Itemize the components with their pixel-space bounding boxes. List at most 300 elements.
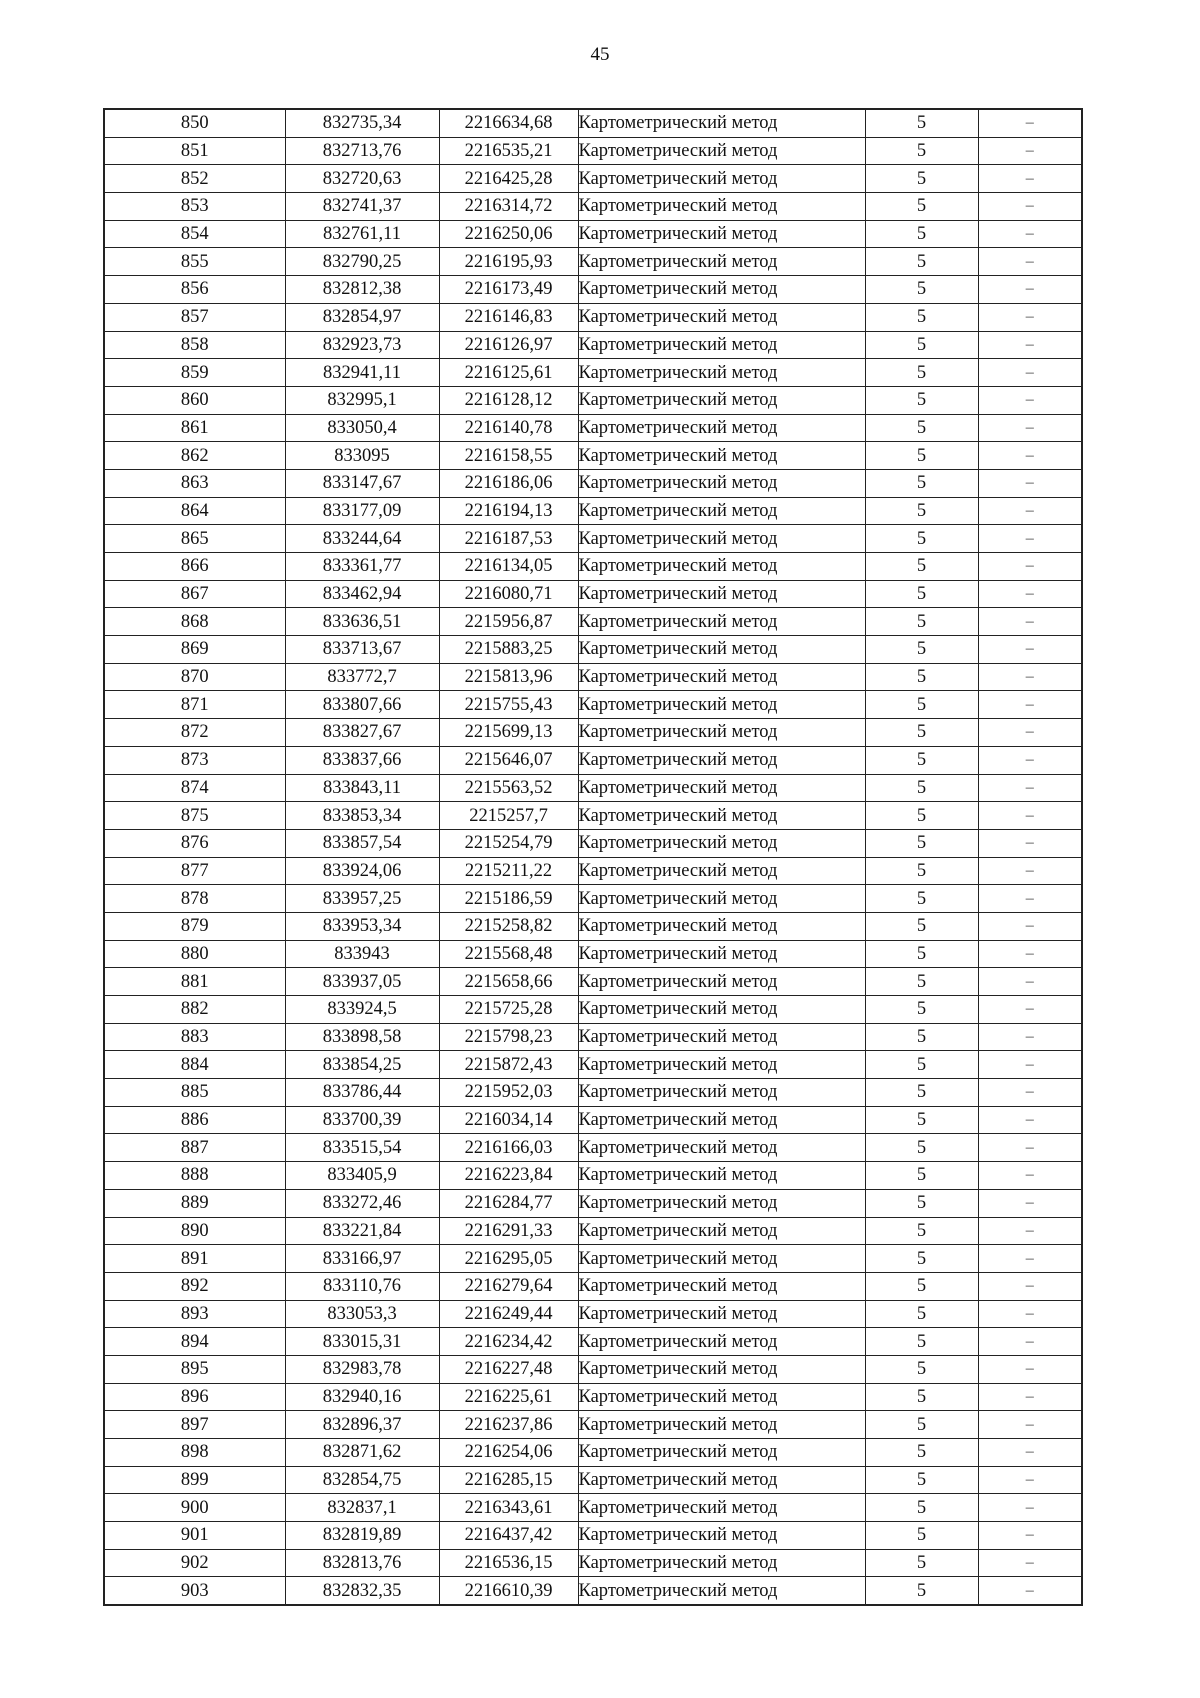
y-coordinate-cell: 2216279,64 [439, 1272, 578, 1300]
point-number-cell: 892 [104, 1272, 285, 1300]
description-cell: – [978, 525, 1082, 553]
y-coordinate-cell: 2215813,96 [439, 663, 578, 691]
description-cell: – [978, 1355, 1082, 1383]
method-cell: Картометрический метод [578, 497, 865, 525]
x-coordinate-cell: 833853,34 [285, 802, 439, 830]
method-cell: Картометрический метод [578, 912, 865, 940]
accuracy-cell: 5 [865, 1494, 978, 1522]
table-row [104, 1328, 1082, 1356]
method-cell: Картометрический метод [578, 1245, 865, 1273]
accuracy-cell: 5 [865, 1106, 978, 1134]
description-cell: – [978, 774, 1082, 802]
method-cell: Картометрический метод [578, 774, 865, 802]
point-number-cell: 885 [104, 1079, 285, 1107]
description-cell: – [978, 691, 1082, 719]
table-row [104, 359, 1082, 387]
y-coordinate-cell: 2216425,28 [439, 165, 578, 193]
accuracy-cell: 5 [865, 1355, 978, 1383]
accuracy-cell: 5 [865, 1245, 978, 1273]
accuracy-cell: 5 [865, 553, 978, 581]
table-row [104, 1162, 1082, 1190]
y-coordinate-cell: 2216140,78 [439, 414, 578, 442]
point-number-cell: 873 [104, 746, 285, 774]
x-coordinate-cell: 833807,66 [285, 691, 439, 719]
table-row [104, 746, 1082, 774]
table-row [104, 1272, 1082, 1300]
table-row [104, 1023, 1082, 1051]
table-row [104, 774, 1082, 802]
point-number-cell: 866 [104, 553, 285, 581]
accuracy-cell: 5 [865, 1439, 978, 1467]
accuracy-cell: 5 [865, 1189, 978, 1217]
description-cell: – [978, 469, 1082, 497]
description-cell: – [978, 719, 1082, 747]
description-cell: – [978, 968, 1082, 996]
table-row [104, 165, 1082, 193]
y-coordinate-cell: 2215258,82 [439, 912, 578, 940]
point-number-cell: 856 [104, 276, 285, 304]
y-coordinate-cell: 2216249,44 [439, 1300, 578, 1328]
y-coordinate-cell: 2216125,61 [439, 359, 578, 387]
point-number-cell: 867 [104, 580, 285, 608]
y-coordinate-cell: 2216173,49 [439, 276, 578, 304]
table-row [104, 719, 1082, 747]
accuracy-cell: 5 [865, 636, 978, 664]
table-row [104, 276, 1082, 304]
table-row [104, 193, 1082, 221]
method-cell: Картометрический метод [578, 1051, 865, 1079]
description-cell: – [978, 636, 1082, 664]
point-number-cell: 899 [104, 1466, 285, 1494]
point-number-cell: 870 [104, 663, 285, 691]
method-cell: Картометрический метод [578, 1411, 865, 1439]
x-coordinate-cell: 833786,44 [285, 1079, 439, 1107]
method-cell: Картометрический метод [578, 1189, 865, 1217]
method-cell: Картометрический метод [578, 331, 865, 359]
accuracy-cell: 5 [865, 1300, 978, 1328]
accuracy-cell: 5 [865, 1577, 978, 1605]
method-cell: Картометрический метод [578, 885, 865, 913]
accuracy-cell: 5 [865, 414, 978, 442]
x-coordinate-cell: 833272,46 [285, 1189, 439, 1217]
point-number-cell: 853 [104, 193, 285, 221]
y-coordinate-cell: 2216343,61 [439, 1494, 578, 1522]
accuracy-cell: 5 [865, 1328, 978, 1356]
table-row [104, 137, 1082, 165]
description-cell: – [978, 248, 1082, 276]
point-number-cell: 875 [104, 802, 285, 830]
accuracy-cell: 5 [865, 442, 978, 470]
table-row [104, 1383, 1082, 1411]
method-cell: Картометрический метод [578, 469, 865, 497]
x-coordinate-cell: 832790,25 [285, 248, 439, 276]
table-row [104, 331, 1082, 359]
method-cell: Картометрический метод [578, 193, 865, 221]
table-row [104, 663, 1082, 691]
point-number-cell: 861 [104, 414, 285, 442]
point-number-cell: 890 [104, 1217, 285, 1245]
y-coordinate-cell: 2216195,93 [439, 248, 578, 276]
point-number-cell: 891 [104, 1245, 285, 1273]
table-row [104, 912, 1082, 940]
y-coordinate-cell: 2216034,14 [439, 1106, 578, 1134]
point-number-cell: 893 [104, 1300, 285, 1328]
description-cell: – [978, 276, 1082, 304]
x-coordinate-cell: 833827,67 [285, 719, 439, 747]
description-cell: – [978, 829, 1082, 857]
point-number-cell: 882 [104, 996, 285, 1024]
x-coordinate-cell: 833244,64 [285, 525, 439, 553]
accuracy-cell: 5 [865, 885, 978, 913]
x-coordinate-cell: 833177,09 [285, 497, 439, 525]
point-number-cell: 852 [104, 165, 285, 193]
description-cell: – [978, 331, 1082, 359]
accuracy-cell: 5 [865, 1079, 978, 1107]
accuracy-cell: 5 [865, 1522, 978, 1550]
description-cell: – [978, 1466, 1082, 1494]
y-coordinate-cell: 2216610,39 [439, 1577, 578, 1605]
point-number-cell: 888 [104, 1162, 285, 1190]
description-cell: – [978, 1217, 1082, 1245]
description-cell: – [978, 386, 1082, 414]
point-number-cell: 859 [104, 359, 285, 387]
method-cell: Картометрический метод [578, 1134, 865, 1162]
method-cell: Картометрический метод [578, 1079, 865, 1107]
method-cell: Картометрический метод [578, 719, 865, 747]
y-coordinate-cell: 2215872,43 [439, 1051, 578, 1079]
method-cell: Картометрический метод [578, 580, 865, 608]
accuracy-cell: 5 [865, 774, 978, 802]
description-cell: – [978, 1577, 1082, 1605]
table-row [104, 442, 1082, 470]
method-cell: Картометрический метод [578, 1466, 865, 1494]
accuracy-cell: 5 [865, 996, 978, 1024]
y-coordinate-cell: 2216187,53 [439, 525, 578, 553]
x-coordinate-cell: 833943 [285, 940, 439, 968]
accuracy-cell: 5 [865, 1162, 978, 1190]
table-row [104, 1189, 1082, 1217]
table-row [104, 109, 1082, 137]
x-coordinate-cell: 832995,1 [285, 386, 439, 414]
y-coordinate-cell: 2216291,33 [439, 1217, 578, 1245]
point-number-cell: 850 [104, 109, 285, 137]
table-row [104, 829, 1082, 857]
table-row [104, 1134, 1082, 1162]
x-coordinate-cell: 833898,58 [285, 1023, 439, 1051]
method-cell: Картометрический метод [578, 691, 865, 719]
y-coordinate-cell: 2215798,23 [439, 1023, 578, 1051]
description-cell: – [978, 1411, 1082, 1439]
method-cell: Картометрический метод [578, 1300, 865, 1328]
y-coordinate-cell: 2216250,06 [439, 220, 578, 248]
accuracy-cell: 5 [865, 303, 978, 331]
point-number-cell: 884 [104, 1051, 285, 1079]
point-number-cell: 862 [104, 442, 285, 470]
table-row [104, 553, 1082, 581]
description-cell: – [978, 442, 1082, 470]
x-coordinate-cell: 833700,39 [285, 1106, 439, 1134]
x-coordinate-cell: 832735,34 [285, 109, 439, 137]
accuracy-cell: 5 [865, 940, 978, 968]
table-row [104, 608, 1082, 636]
y-coordinate-cell: 2216227,48 [439, 1355, 578, 1383]
y-coordinate-cell: 2216166,03 [439, 1134, 578, 1162]
method-cell: Картометрический метод [578, 1217, 865, 1245]
description-cell: – [978, 1549, 1082, 1577]
accuracy-cell: 5 [865, 829, 978, 857]
method-cell: Картометрический метод [578, 1106, 865, 1134]
accuracy-cell: 5 [865, 386, 978, 414]
x-coordinate-cell: 833405,9 [285, 1162, 439, 1190]
accuracy-cell: 5 [865, 912, 978, 940]
description-cell: – [978, 1328, 1082, 1356]
y-coordinate-cell: 2215952,03 [439, 1079, 578, 1107]
description-cell: – [978, 193, 1082, 221]
description-cell: – [978, 414, 1082, 442]
description-cell: – [978, 857, 1082, 885]
accuracy-cell: 5 [865, 719, 978, 747]
accuracy-cell: 5 [865, 968, 978, 996]
accuracy-cell: 5 [865, 1217, 978, 1245]
point-number-cell: 855 [104, 248, 285, 276]
description-cell: – [978, 1439, 1082, 1467]
point-number-cell: 878 [104, 885, 285, 913]
method-cell: Картометрический метод [578, 165, 865, 193]
description-cell: – [978, 1134, 1082, 1162]
accuracy-cell: 5 [865, 525, 978, 553]
x-coordinate-cell: 833015,31 [285, 1328, 439, 1356]
x-coordinate-cell: 832819,89 [285, 1522, 439, 1550]
description-cell: – [978, 497, 1082, 525]
method-cell: Картометрический метод [578, 940, 865, 968]
accuracy-cell: 5 [865, 1023, 978, 1051]
table-row [104, 220, 1082, 248]
accuracy-cell: 5 [865, 857, 978, 885]
accuracy-cell: 5 [865, 276, 978, 304]
method-cell: Картометрический метод [578, 608, 865, 636]
description-cell: – [978, 303, 1082, 331]
x-coordinate-cell: 832720,63 [285, 165, 439, 193]
point-number-cell: 895 [104, 1355, 285, 1383]
x-coordinate-cell: 832832,35 [285, 1577, 439, 1605]
point-number-cell: 860 [104, 386, 285, 414]
accuracy-cell: 5 [865, 109, 978, 137]
method-cell: Картометрический метод [578, 359, 865, 387]
method-cell: Картометрический метод [578, 1383, 865, 1411]
table-row [104, 1577, 1082, 1605]
method-cell: Картометрический метод [578, 636, 865, 664]
x-coordinate-cell: 833462,94 [285, 580, 439, 608]
y-coordinate-cell: 2215257,7 [439, 802, 578, 830]
page-number: 45 [590, 44, 610, 65]
method-cell: Картометрический метод [578, 1549, 865, 1577]
y-coordinate-cell: 2216284,77 [439, 1189, 578, 1217]
accuracy-cell: 5 [865, 1466, 978, 1494]
method-cell: Картометрический метод [578, 303, 865, 331]
table-row [104, 1355, 1082, 1383]
table-row [104, 1549, 1082, 1577]
accuracy-cell: 5 [865, 137, 978, 165]
accuracy-cell: 5 [865, 663, 978, 691]
y-coordinate-cell: 2216437,42 [439, 1522, 578, 1550]
description-cell: – [978, 137, 1082, 165]
point-number-cell: 874 [104, 774, 285, 802]
accuracy-cell: 5 [865, 1272, 978, 1300]
method-cell: Картометрический метод [578, 1023, 865, 1051]
x-coordinate-cell: 833937,05 [285, 968, 439, 996]
point-number-cell: 871 [104, 691, 285, 719]
accuracy-cell: 5 [865, 802, 978, 830]
x-coordinate-cell: 832940,16 [285, 1383, 439, 1411]
point-number-cell: 879 [104, 912, 285, 940]
y-coordinate-cell: 2215646,07 [439, 746, 578, 774]
x-coordinate-cell: 833110,76 [285, 1272, 439, 1300]
y-coordinate-cell: 2215186,59 [439, 885, 578, 913]
x-coordinate-cell: 832854,75 [285, 1466, 439, 1494]
description-cell: – [978, 885, 1082, 913]
table-row [104, 469, 1082, 497]
accuracy-cell: 5 [865, 165, 978, 193]
method-cell: Картометрический метод [578, 220, 865, 248]
point-number-cell: 857 [104, 303, 285, 331]
table-row [104, 691, 1082, 719]
description-cell: – [978, 220, 1082, 248]
x-coordinate-cell: 833924,5 [285, 996, 439, 1024]
table-row [104, 1217, 1082, 1245]
accuracy-cell: 5 [865, 248, 978, 276]
description-cell: – [978, 1162, 1082, 1190]
method-cell: Картометрический метод [578, 386, 865, 414]
x-coordinate-cell: 832761,11 [285, 220, 439, 248]
description-cell: – [978, 1272, 1082, 1300]
y-coordinate-cell: 2216225,61 [439, 1383, 578, 1411]
point-number-cell: 869 [104, 636, 285, 664]
point-number-cell: 903 [104, 1577, 285, 1605]
description-cell: – [978, 1494, 1082, 1522]
x-coordinate-cell: 832923,73 [285, 331, 439, 359]
x-coordinate-cell: 833957,25 [285, 885, 439, 913]
y-coordinate-cell: 2216234,42 [439, 1328, 578, 1356]
accuracy-cell: 5 [865, 691, 978, 719]
x-coordinate-cell: 833924,06 [285, 857, 439, 885]
x-coordinate-cell: 833166,97 [285, 1245, 439, 1273]
accuracy-cell: 5 [865, 1411, 978, 1439]
description-cell: – [978, 1189, 1082, 1217]
point-number-cell: 851 [104, 137, 285, 165]
y-coordinate-cell: 2215725,28 [439, 996, 578, 1024]
description-cell: – [978, 1023, 1082, 1051]
table-row [104, 386, 1082, 414]
description-cell: – [978, 1051, 1082, 1079]
x-coordinate-cell: 832896,37 [285, 1411, 439, 1439]
description-cell: – [978, 580, 1082, 608]
method-cell: Картометрический метод [578, 802, 865, 830]
x-coordinate-cell: 833221,84 [285, 1217, 439, 1245]
y-coordinate-cell: 2216126,97 [439, 331, 578, 359]
accuracy-cell: 5 [865, 497, 978, 525]
y-coordinate-cell: 2216314,72 [439, 193, 578, 221]
point-number-cell: 896 [104, 1383, 285, 1411]
point-number-cell: 876 [104, 829, 285, 857]
method-cell: Картометрический метод [578, 553, 865, 581]
y-coordinate-cell: 2215568,48 [439, 940, 578, 968]
y-coordinate-cell: 2216194,13 [439, 497, 578, 525]
y-coordinate-cell: 2216295,05 [439, 1245, 578, 1273]
table-row [104, 1051, 1082, 1079]
description-cell: – [978, 1106, 1082, 1134]
point-number-cell: 872 [104, 719, 285, 747]
point-number-cell: 898 [104, 1439, 285, 1467]
table-row [104, 1245, 1082, 1273]
method-cell: Картометрический метод [578, 996, 865, 1024]
table-row [104, 1439, 1082, 1467]
accuracy-cell: 5 [865, 1383, 978, 1411]
table-row [104, 1494, 1082, 1522]
point-number-cell: 881 [104, 968, 285, 996]
description-cell: – [978, 1383, 1082, 1411]
description-cell: – [978, 940, 1082, 968]
y-coordinate-cell: 2216080,71 [439, 580, 578, 608]
y-coordinate-cell: 2216237,86 [439, 1411, 578, 1439]
x-coordinate-cell: 833053,3 [285, 1300, 439, 1328]
accuracy-cell: 5 [865, 1134, 978, 1162]
x-coordinate-cell: 833361,77 [285, 553, 439, 581]
x-coordinate-cell: 832713,76 [285, 137, 439, 165]
accuracy-cell: 5 [865, 1051, 978, 1079]
table-row [104, 303, 1082, 331]
method-cell: Картометрический метод [578, 968, 865, 996]
x-coordinate-cell: 832871,62 [285, 1439, 439, 1467]
method-cell: Картометрический метод [578, 137, 865, 165]
y-coordinate-cell: 2216536,15 [439, 1549, 578, 1577]
description-cell: – [978, 663, 1082, 691]
description-cell: – [978, 802, 1082, 830]
x-coordinate-cell: 832983,78 [285, 1355, 439, 1383]
y-coordinate-cell: 2215699,13 [439, 719, 578, 747]
coordinates-table-body [104, 109, 1082, 1605]
method-cell: Картометрический метод [578, 525, 865, 553]
y-coordinate-cell: 2215755,43 [439, 691, 578, 719]
accuracy-cell: 5 [865, 359, 978, 387]
accuracy-cell: 5 [865, 1549, 978, 1577]
point-number-cell: 889 [104, 1189, 285, 1217]
x-coordinate-cell: 832741,37 [285, 193, 439, 221]
table-row [104, 1466, 1082, 1494]
table-row [104, 857, 1082, 885]
point-number-cell: 901 [104, 1522, 285, 1550]
point-number-cell: 900 [104, 1494, 285, 1522]
description-cell: – [978, 165, 1082, 193]
y-coordinate-cell: 2216254,06 [439, 1439, 578, 1467]
description-cell: – [978, 1245, 1082, 1273]
x-coordinate-cell: 832941,11 [285, 359, 439, 387]
table-row [104, 940, 1082, 968]
table-row [104, 1079, 1082, 1107]
accuracy-cell: 5 [865, 220, 978, 248]
y-coordinate-cell: 2215883,25 [439, 636, 578, 664]
point-number-cell: 868 [104, 608, 285, 636]
point-number-cell: 883 [104, 1023, 285, 1051]
table-row [104, 1106, 1082, 1134]
method-cell: Картометрический метод [578, 1522, 865, 1550]
x-coordinate-cell: 833843,11 [285, 774, 439, 802]
method-cell: Картометрический метод [578, 109, 865, 137]
y-coordinate-cell: 2216535,21 [439, 137, 578, 165]
point-number-cell: 858 [104, 331, 285, 359]
table-row [104, 1522, 1082, 1550]
table-row [104, 636, 1082, 664]
x-coordinate-cell: 833857,54 [285, 829, 439, 857]
